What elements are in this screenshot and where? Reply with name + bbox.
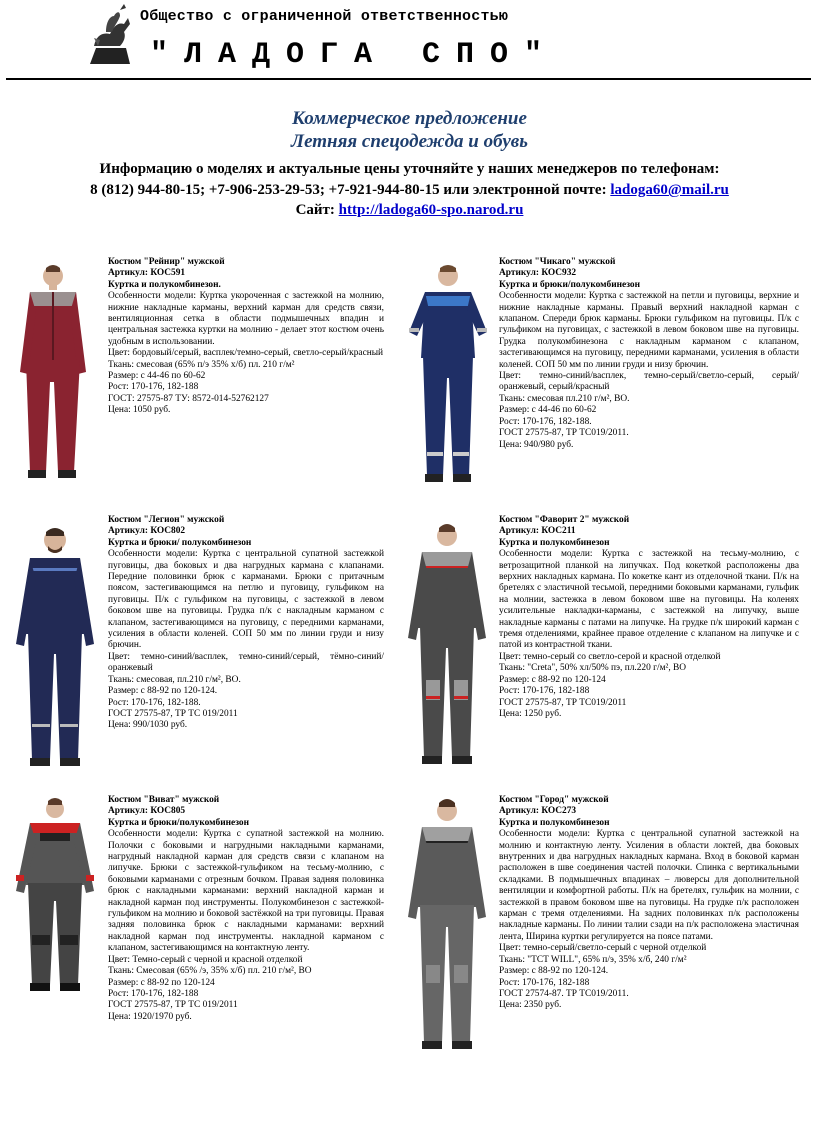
- product-size: Размер: с 44-46 по 60-62: [499, 405, 597, 416]
- product-article: Артикул: КОС591: [108, 268, 186, 279]
- product-kind: Куртка и полукомбинезон: [499, 537, 610, 548]
- header-divider: [6, 78, 811, 80]
- product-height: Рост: 170-176, 182-188.: [499, 416, 592, 427]
- product-name: Костюм "Рейнир" мужской: [108, 257, 225, 267]
- equestrian-statue-icon: [84, 2, 136, 68]
- product-gost: ГОСТ 27575-87, ТР ТС 019/2011: [108, 708, 238, 719]
- product-gost: ГОСТ 27575-87, ТР ТС019/2011: [499, 697, 627, 708]
- contact-note: Информацию о моделях и актуальные цены уточняйте у наших менеджеров по телефонам:: [99, 161, 720, 177]
- product-features: Особенности модели: Куртка с центральной супатной застежкой на молнию и контактную ленту. Усиления в области локтей, два боковых внутренних и два нагрудных накладных кармана. Вход в боковой карман расположен в шве соединения частей полочки. Спинка с вертикальными складками. В подмышечных впадинах – люверсы для дополнительной вентиляции и комфортной работы. П/к на бретелях, гульфик на молнии, с застежкой в правом боковом шве на пуговицы. На грудке п/к расположен карман с тремя отделениями. На задних половинках п/к расположены накладные карманы. По линии талии сзади на п/к расположена эластичная лента, Ширина куртки регулируется на поясе патами.: [499, 829, 799, 942]
- product-size: Размер: с 88-92 по 120-124: [499, 674, 606, 685]
- product-article: Артикул: КОС802: [108, 526, 186, 537]
- product-name: Костюм "Виват" мужской: [108, 795, 220, 805]
- product-name: Костюм "Фаворит 2" мужской: [499, 515, 630, 525]
- product-size: Размер: с 88-92 по 120-124: [108, 977, 215, 988]
- product-size: Размер: с 88-92 по 120-124.: [108, 686, 218, 697]
- product-features: Особенности модели: Куртка с застежкой на петли и пуговицы, верхние и нижние накладные карманы. Правый верхний накладной карман с клапаном. Спереди брюк карманы. Брюки гульфиком на пуговицы. П/к с гульфиком на пуговицах, с застежкой в левом боковом шве на пуговицы. Грудка полукомбинезона с накладным карманом с клапаном, застегивающимся на пуговицу, передними карманами, усиления в области коленей. СОП 50 мм по линии груди и низу брючин.: [499, 291, 799, 370]
- site-line: [0, 200, 819, 220]
- product-card-chicago: [499, 257, 799, 451]
- contact-phones: [0, 180, 819, 200]
- product-color: Цвет: темно-серый со светло-серой и красной отделкой: [499, 651, 721, 662]
- product-size: Размер: с 44-46 по 60-62: [108, 371, 206, 382]
- product-features: Особенности модели: Куртка с супатной застежкой на молнию. Полочки с боковыми и нагрудными накладными карманами, нагрудный накладной карман для средств связи с клапаном на липучке. Брюки с застежкой-гульфиком на тесьму-молнию, с боковыми карманами с отрезным бочком. Правая задняя половинка брюк с накладными карманами: верхний накладной карман и накладной карман под инструменты. Полукомбинезон с застежкой-гульфиком на молнию и боковой застёжкой на три пуговицы. Правая задняя половинка брюк с накладными карманами: верхний накладной карман под инструменты. накладной карманом с клапаном, застегивающимся на контактную ленту.: [108, 829, 384, 954]
- product-color: Цвет: Темно-серый с черной и красной отделкой: [108, 954, 303, 965]
- product-height: Рост: 170-176, 182-188.: [108, 697, 201, 708]
- product-photo-favorit: [402, 520, 492, 770]
- product-name: Костюм "Город" мужской: [499, 795, 609, 805]
- product-fabric: Ткань: смесовая, пл.210 г/м², ВО.: [108, 674, 241, 685]
- email-link[interactable]: ladoga60@mail.ru: [610, 182, 729, 198]
- product-photo-chicago: [403, 262, 493, 488]
- product-article: Артикул: КОС273: [499, 806, 577, 817]
- product-size: Размер: с 88-92 по 120-124.: [499, 966, 609, 977]
- product-price: Цена: 1050 руб.: [108, 405, 171, 416]
- product-card-legion: [108, 515, 384, 732]
- product-height: Рост: 170-176, 182-188: [499, 686, 590, 697]
- product-gost: ГОСТ 27574-87. ТР ТС019/2011.: [499, 988, 629, 999]
- company-subtitle: Общество с ограниченной ответственностью: [140, 8, 509, 25]
- product-article: Артикул: КОС932: [499, 268, 577, 279]
- product-card-gorod: [499, 795, 799, 1012]
- product-features: Особенности модели: Куртка с центральной супатной застежкой пуговицы, два боковых и два нагрудных кармана с клапанами. Передние половинки брюк с карманами. Брюки с притачным поясом, застегивающимся на петлю и пуговицу, гульфиком на пуговицы. П/к с гульфиком на пуговицы, с застежкой в левом боковом шве на пуговицы. Грудка п/к с накладным карманом с клапаном, застегивающимся на пуговицу, с передними карманами, усиления в области коленей. СОП 50 мм по линии груди и низу брючин.: [108, 549, 384, 651]
- product-card-vivat: [108, 795, 384, 1023]
- product-kind: Куртка и брюки/ полукомбинезон: [108, 537, 252, 548]
- product-height: Рост: 170-176, 182-188: [499, 977, 590, 988]
- product-price: Цена: 2350 руб.: [499, 1000, 562, 1011]
- product-gost: ГОСТ: 27575-87 ТУ: 8572-014-52762127: [108, 393, 269, 404]
- product-features: Особенности модели: Куртка укороченная с застежкой на молнию, нижние накладные карманы, верхний карман для средств связи, вентиляционная сетка в области подмышечных впадин и центральная застежка куртки на молнию - делает этот костюм очень удобным в использовании.: [108, 291, 384, 347]
- product-photo-vivat: [10, 795, 100, 995]
- product-photo-reinir: [10, 262, 96, 484]
- product-fabric: Ткань: Смесовая (65% /э, 35% х/б) пл. 210 г/м², ВО: [108, 966, 312, 977]
- product-height: Рост: 170-176, 182-188: [108, 988, 199, 999]
- product-article: Артикул: КОС805: [108, 806, 186, 817]
- product-card-favorit: [499, 515, 799, 720]
- product-color: Цвет: темно-синий/васплек, темно-синий/серый, тёмно-синий/оранжевый: [108, 651, 384, 674]
- product-fabric: Ткань: "TCT WILL", 65% п/э, 35% х/б, 240 г/м²: [499, 954, 687, 965]
- product-color: Цвет: темно-серый/светло-серый с черной отделкой: [499, 943, 707, 954]
- site-link[interactable]: http://ladoga60-spo.narod.ru: [338, 202, 524, 218]
- product-photo-gorod: [402, 795, 492, 1055]
- product-price: Цена: 940/980 руб.: [499, 439, 574, 450]
- product-color: Цвет: бордовый/серый, васплек/темно-серый, светло-серый/красный: [108, 348, 384, 359]
- product-name: Костюм "Легион" мужской: [108, 515, 225, 525]
- product-price: Цена: 1920/1970 руб.: [108, 1011, 192, 1022]
- product-kind: Куртка и брюки/полукомбинезон: [108, 817, 249, 828]
- product-kind: Куртка и брюки/полукомбинезон: [499, 279, 640, 290]
- product-article: Артикул: КОС211: [499, 526, 576, 537]
- product-fabric: Ткань: смесовая (65% п/э 35% х/б) пл. 210 г/м²: [108, 359, 295, 370]
- product-gost: ГОСТ 27575-87, ТР ТС019/2011.: [499, 428, 629, 439]
- phone-numbers: 8 (812) 944-80-15; +7-906-253-29-53; +7-921-944-80-15 или электронной почте:: [90, 182, 611, 198]
- product-fabric: Ткань: "Creta", 50% хл/50% пэ, пл.220 г/м², ВО: [499, 663, 687, 674]
- product-height: Рост: 170-176, 182-188: [108, 382, 199, 393]
- product-card-reinir: [108, 257, 384, 417]
- product-kind: Куртка и полукомбинезон: [499, 817, 610, 828]
- product-kind: Куртка и полукомбинезон.: [108, 279, 221, 290]
- company-name: "ЛАДОГА СПО": [150, 38, 559, 72]
- product-name: Костюм "Чикаго" мужской: [499, 257, 616, 267]
- product-gost: ГОСТ 27575-87, ТР ТС 019/2011: [108, 1000, 238, 1011]
- product-price: Цена: 1250 руб.: [499, 708, 562, 719]
- offer-subtitle: Летняя спецодежда и обувь: [291, 131, 528, 152]
- product-price: Цена: 990/1030 руб.: [108, 720, 188, 731]
- product-color: Цвет: темно-синий/васплек, темно-серый/светло-серый, серый/оранжевый, серый/красный: [499, 371, 799, 393]
- offer-title: Коммерческое предложение: [292, 108, 527, 129]
- site-label: Сайт:: [295, 202, 339, 218]
- product-features: Особенности модели: Куртка с застежкой на тесьму-молнию, с ветрозащитной планкой на липучках. Под кокеткой расположены два верхних накладных кармана. По кокетке кант из отделочной ткани. П/к на бретелях с эластичной тесьмой, передними боковыми карманами, гульфик на молнии, застежка в левом боковом шве на пуговицы. На коленях усилительные накладки-карманы, с застежкой на липучку, выше накладные карманы с патами на липучке. На грудке п/к широкий карман с тремя отделениями, крайнее правое отделение с клапаном на липучке и с патой из контрастной ткани.: [499, 549, 799, 651]
- product-fabric: Ткань: смесовая пл.210 г/м², ВО.: [499, 393, 630, 404]
- product-photo-legion: [8, 524, 102, 770]
